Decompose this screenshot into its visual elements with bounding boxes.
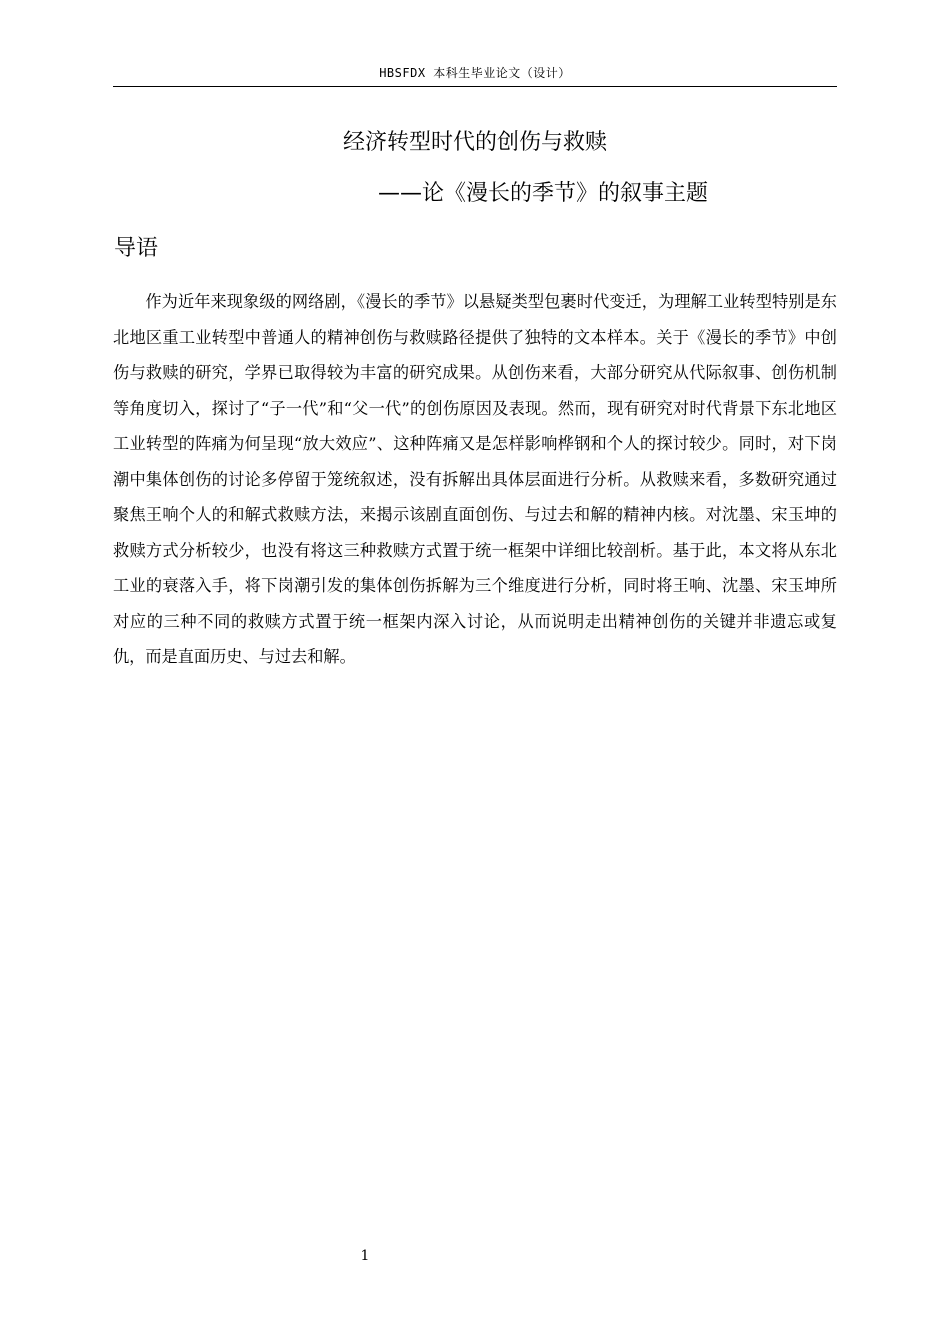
running-header [113,64,837,87]
section-heading-introduction: 导语 [114,236,159,261]
introduction-paragraph: 作为近年来现象级的网络剧，《漫长的季节》以悬疑类型包裹时代变迁，为理解工业转型特别是东北地区重工业转型中普通人的精神创伤与救赎路径提供了独特的文本样本。关于《漫长的季节》中创伤与救赎的研究，学界已取得较为丰富的研究成果。从创伤来看，大部分研究从代际叙事、创伤机制等角度切入，探讨了“子一代”和“父一代”的创伤原因及表现。然而，现有研究对时代背景下东北地区工业转型的阵痛为何呈现“放大效应”、这种阵痛又是怎样影响桦钢和个人的探讨较少。同时，对下岗潮中集体创伤的讨论多停留于笼统叙述，没有拆解出具体层面进行分析。从救赎来看，多数研究通过聚焦王响个人的和解式救赎方法，来揭示该剧直面创伤、与过去和解的精神内核。对沈墨、宋玉坤的救赎方式分析较少，也没有将这三种救赎方式置于统一框架中详细比较剖析。基于此，本文将从东北工业的衰落入手，将下岗潮引发的集体创伤拆解为三个维度进行分析，同时将王响、沈墨、宋玉坤所对应的三种不同的救赎方式置于统一框架内深入讨论，从而说明走出精神创伤的关键并非遗忘或复仇，而是直面历史、与过去和解。 [113,292,837,666]
paper-title: 经济转型时代的创伤与救赎 [342,130,607,155]
running-header-text: HBSFDX 本科生毕业论文（设计） [379,66,571,80]
paper-subtitle: ——论《漫长的季节》的叙事主题 [378,181,709,206]
page-number: 1 [360,1248,370,1264]
